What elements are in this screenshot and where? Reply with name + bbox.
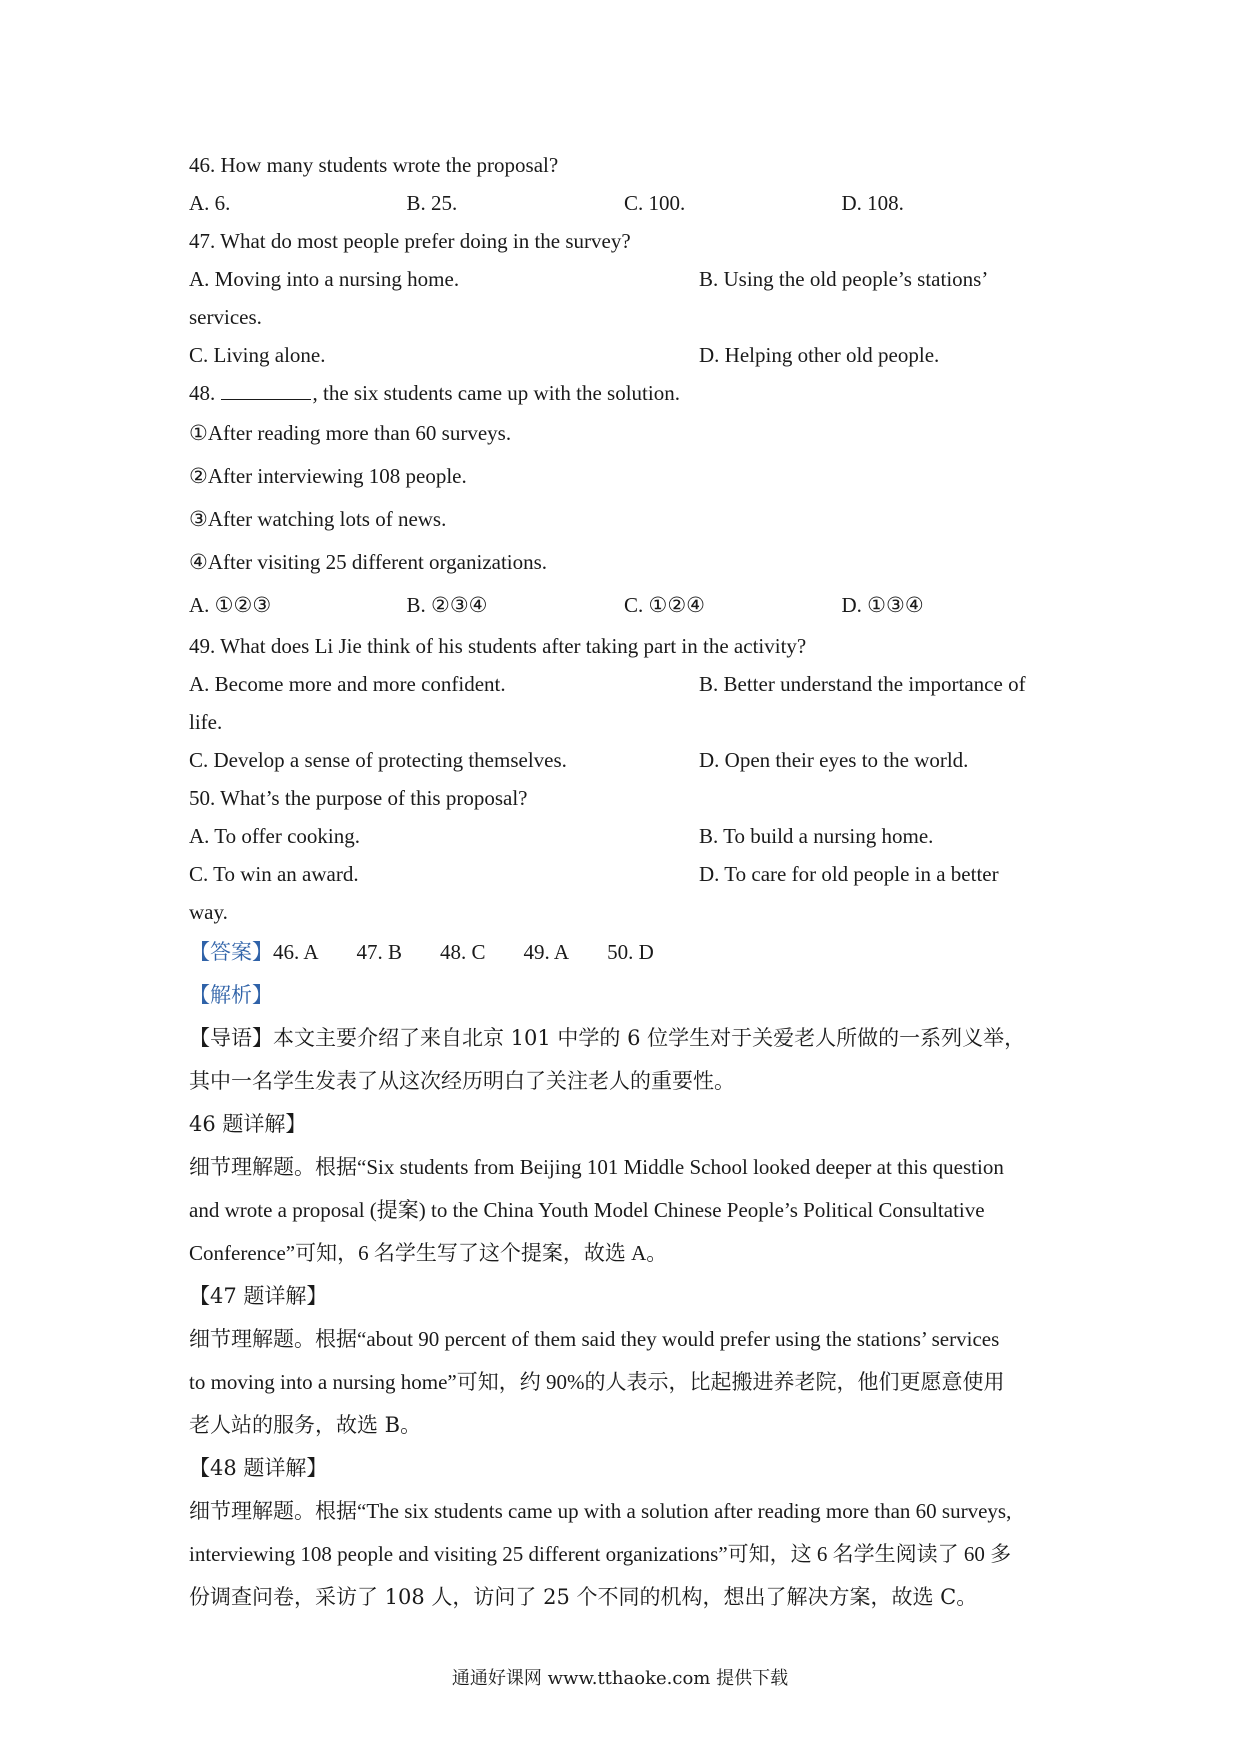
option-b: B. 25.	[406, 191, 458, 215]
detail-47-line: to moving into a nursing home”可知，约 90%的人表示，比起搬进养老院，他们更愿意使用	[189, 1370, 1005, 1394]
detail-48-heading: 【48 题详解】	[189, 1456, 328, 1480]
option-d: D. Helping other old people.	[699, 343, 940, 367]
answer-50: 50. D	[607, 940, 654, 964]
intro-line: 【导语】本文主要介绍了来自北京 101 中学的 6 位学生对于关爱老人所做的一系列义举，	[189, 1026, 1026, 1050]
answer-49: 49. A	[523, 940, 570, 964]
detail-47-line: 细节理解题。根据“about 90 percent of them said they would prefer using the stations’ services	[189, 1327, 1000, 1351]
detail-46-line: and wrote a proposal (提案) to the China Youth Model Chinese People’s Political Consultative	[189, 1198, 985, 1222]
answer-47: 47. B	[356, 940, 403, 964]
question-50-options-ab	[189, 817, 1059, 855]
question-46-options	[189, 184, 1059, 222]
question-49-options-ab	[189, 665, 1059, 703]
analysis-label: 【解析】	[189, 983, 273, 1007]
question-50: 50. What’s the purpose of this proposal?	[189, 786, 528, 810]
option-d: D. Open their eyes to the world.	[699, 748, 969, 772]
answer-46: 46. A	[273, 940, 319, 964]
option-a: A. To offer cooking.	[189, 824, 360, 848]
detail-48-line: 细节理解题。根据“The six students came up with a solution after reading more than 60 surveys,	[189, 1499, 1012, 1523]
question-50-options-cd	[189, 855, 1059, 893]
answer-key	[189, 931, 1059, 974]
option-b-continued: services.	[189, 305, 262, 329]
option-c: C. Develop a sense of protecting themselves.	[189, 748, 567, 772]
option-d: D. To care for old people in a better	[699, 862, 999, 886]
detail-46-line: Conference”可知，6 名学生写了这个提案，故选 A。	[189, 1241, 668, 1265]
question-47-options-ab	[189, 260, 1059, 298]
option-a: A. 6.	[189, 191, 231, 215]
question-49-options-cd	[189, 741, 1059, 779]
question-48	[189, 374, 1059, 412]
detail-48-line: 份调查问卷，采访了 108 人，访问了 25 个不同的机构，想出了解决方案，故选 C。	[189, 1585, 978, 1609]
document-body	[189, 146, 1059, 1619]
option-a: A. Become more and more confident.	[189, 672, 506, 696]
question-46: 46. How many students wrote the proposal?	[189, 153, 559, 177]
option-c: C. 100.	[624, 191, 686, 215]
option-b: B. Better understand the importance of	[699, 672, 1026, 696]
intro-line: 其中一名学生发表了从这次经历明白了关注老人的重要性。	[189, 1069, 735, 1093]
answer-label: 【答案】	[189, 940, 273, 964]
detail-47-line: 老人站的服务，故选 B。	[189, 1413, 422, 1437]
answer-48: 48. C	[440, 940, 486, 964]
list-item: ④After visiting 25 different organizations.	[189, 550, 548, 574]
answer-blank	[221, 375, 311, 400]
option-b: B. To build a nursing home.	[699, 824, 934, 848]
option-d: D. ①③④	[841, 593, 924, 617]
detail-46-heading: 46 题详解】	[189, 1112, 307, 1136]
list-item: ③After watching lots of news.	[189, 507, 447, 531]
list-item: ②After interviewing 108 people.	[189, 464, 467, 488]
option-c: C. ①②④	[624, 593, 705, 617]
question-number: 48.	[189, 381, 216, 405]
question-47-options-cd	[189, 336, 1059, 374]
option-a: A. ①②③	[189, 593, 272, 617]
option-c: C. To win an award.	[189, 862, 359, 886]
detail-46-line: 细节理解题。根据“Six students from Beijing 101 Middle School looked deeper at this question	[189, 1155, 1004, 1179]
option-b: B. Using the old people’s stations’	[699, 267, 989, 291]
question-text: , the six students came up with the solution.	[312, 381, 680, 405]
option-b: B. ②③④	[406, 593, 488, 617]
option-c: C. Living alone.	[189, 343, 326, 367]
option-d: D. 108.	[841, 191, 904, 215]
option-b-continued: life.	[189, 710, 223, 734]
page-footer: 通通好课网 www.tthaoke.com 提供下载	[451, 1668, 789, 1689]
option-a: A. Moving into a nursing home.	[189, 267, 460, 291]
question-47: 47. What do most people prefer doing in the survey?	[189, 229, 631, 253]
detail-48-line: interviewing 108 people and visiting 25 different organizations”可知，这 6 名学生阅读了 60 多	[189, 1542, 1012, 1566]
option-d-continued: way.	[189, 900, 228, 924]
detail-47-heading: 【47 题详解】	[189, 1284, 328, 1308]
question-48-options	[189, 584, 1059, 627]
list-item: ①After reading more than 60 surveys.	[189, 421, 512, 445]
question-49: 49. What does Li Jie think of his students after taking part in the activity?	[189, 634, 807, 658]
